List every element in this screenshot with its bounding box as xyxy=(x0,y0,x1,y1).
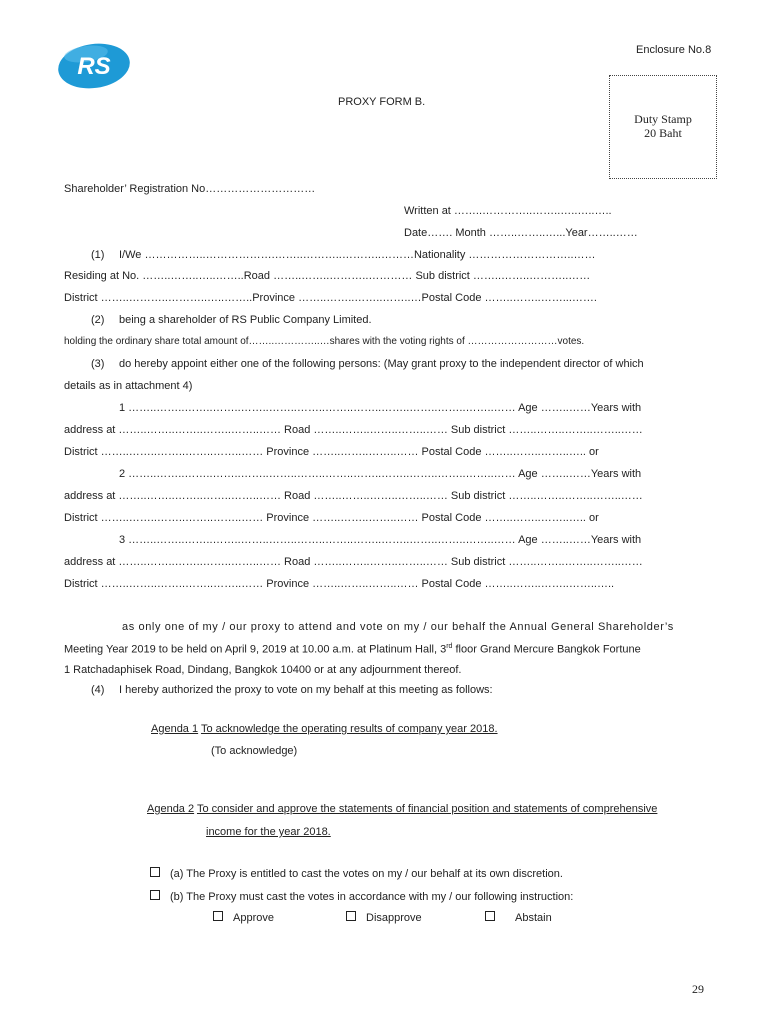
proxy-3-name-line: 3 ……..……..……..……..……..……..……..……..……..……..……..……..……..…… Age ……..……Years with xyxy=(119,534,642,546)
proxy-2-address-line: address at ……..……..……..……..……..…… Road ……..……..……..……..…… Sub district ……..……..……..……..…… xyxy=(64,490,643,502)
stamp-line-2: 20 Baht xyxy=(644,126,682,140)
agenda-1-text: To acknowledge the operating results of company year 2018. xyxy=(200,723,498,735)
proxy-1-district-line: District ……..……..……..……..……..…… Province ……..……..……..…… Postal Code ……..……..……..….. or xyxy=(64,446,599,458)
item-2-number: (2) xyxy=(91,314,105,326)
written-at-line: Written at ……..…………..……..…..…..….. xyxy=(404,205,612,217)
proxy-1-address-line: address at ……..……..……..……..……..…… Road ……..……..……..……..…… Sub district ……..……..……..……..…… xyxy=(64,424,643,436)
rs-logo xyxy=(56,40,132,90)
residing-line: Residing at No. ……..……..…..……..Road ……..……..………..………… Sub district ……..……..………..…… xyxy=(64,270,591,282)
enclosure-label: Enclosure No.8 xyxy=(636,44,712,56)
disapprove-label: Disapprove xyxy=(366,912,422,924)
abstain-label: Abstain xyxy=(515,912,552,924)
disapprove-checkbox[interactable] xyxy=(346,911,356,921)
approve-label: Approve xyxy=(233,912,274,924)
meeting-paragraph-line-3: 1 Ratchadaphisek Road, Dindang, Bangkok 10400 or at any adjournment thereof. xyxy=(64,664,462,676)
meeting-paragraph-line-2b: floor Grand Mercure Bangkok Fortune xyxy=(452,643,641,656)
agenda-2-text-line-1: To consider and approve the statements of financial position and statements of comprehensive xyxy=(196,803,658,815)
agenda-2-label: Agenda 2 xyxy=(147,803,195,815)
stamp-line-1: Duty Stamp xyxy=(634,112,692,126)
abstain-checkbox[interactable] xyxy=(485,911,495,921)
option-b-checkbox[interactable] xyxy=(150,890,160,900)
item-4-text: I hereby authorized the proxy to vote on my behalf at this meeting as follows: xyxy=(119,684,493,696)
option-b-text: (b) The Proxy must cast the votes in accordance with my / our following instruction: xyxy=(170,891,574,903)
agenda-1-note: (To acknowledge) xyxy=(211,745,298,757)
duty-stamp-box xyxy=(609,75,717,179)
item-2-text: being a shareholder of RS Public Company Limited. xyxy=(119,314,372,326)
agenda-2-text-line-2-wrap xyxy=(206,826,331,838)
item-3-number: (3) xyxy=(91,358,105,370)
agenda-1-label: Agenda 1 xyxy=(151,723,199,735)
logo-text: RS xyxy=(77,53,111,80)
agenda-2 xyxy=(147,803,657,815)
proxy-3-address-line: address at ……..……..……..……..……..…… Road ……..……..……..……..…… Sub district ……..……..……..……..…… xyxy=(64,556,643,568)
item-3-continuation: details as in attachment 4) xyxy=(64,380,193,392)
proxy-2-name-line: 2 ……..……..……..……..……..……..……..……..……..……..……..……..……..…… Age ……..……Years with xyxy=(119,468,642,480)
option-a-checkbox[interactable] xyxy=(150,867,160,877)
registration-line: Shareholder’ Registration No………………………… xyxy=(64,183,316,195)
option-a-text: (a) The Proxy is entitled to cast the votes on my / our behalf at its own discretion. xyxy=(170,868,563,880)
agenda-2-text-line-2: income for the year 2018. xyxy=(206,826,331,838)
proxy-1-name-line: 1 ……..……..……..……..……..……..……..……..……..……..……..……..……..…… Age ……..……Years with xyxy=(119,402,642,414)
page-number: 29 xyxy=(692,982,704,996)
item-3-text: do hereby appoint either one of the following persons: (May grant proxy to the independent director of which xyxy=(119,358,644,370)
holding-line: holding the ordinary share total amount of……..…………..…shares with the voting rights of ………………………votes. xyxy=(64,336,585,347)
meeting-paragraph-line-1: as only one of my / our proxy to attend and vote on my / our behalf the Annual General Shareholder’s xyxy=(122,621,674,633)
ordinal-suffix: rd xyxy=(446,643,453,650)
district-line: District ……..………..………..…..……..Province ……..……..……..……..…Postal Code ……..……..……...……. xyxy=(64,292,597,304)
form-title: PROXY FORM B. xyxy=(338,96,426,108)
item-1-number: (1) xyxy=(91,249,105,261)
date-line: Date……. Month ……..……..…...Year……..…… xyxy=(404,227,638,239)
agenda-1 xyxy=(151,723,498,735)
proxy-2-district-line: District ……..……..……..……..……..…… Province ……..……..……..…… Postal Code ……..……..……..….. or xyxy=(64,512,599,524)
approve-checkbox[interactable] xyxy=(213,911,223,921)
meeting-paragraph-line-2a: Meeting Year 2019 to be held on April 9, 2019 at 10.00 a.m. at Platinum Hall, 3 xyxy=(64,643,447,656)
item-4-number: (4) xyxy=(91,684,105,696)
meeting-paragraph-line-2 xyxy=(64,643,641,656)
item-1-name-line: I/We ……………..……………….……..………..………..………Nationality ………………………..…… xyxy=(119,249,596,261)
proxy-3-district-line: District ……..……..……..……..……..…… Province ……..……..……..…… Postal Code ……..……..……..……..….. xyxy=(64,578,615,590)
